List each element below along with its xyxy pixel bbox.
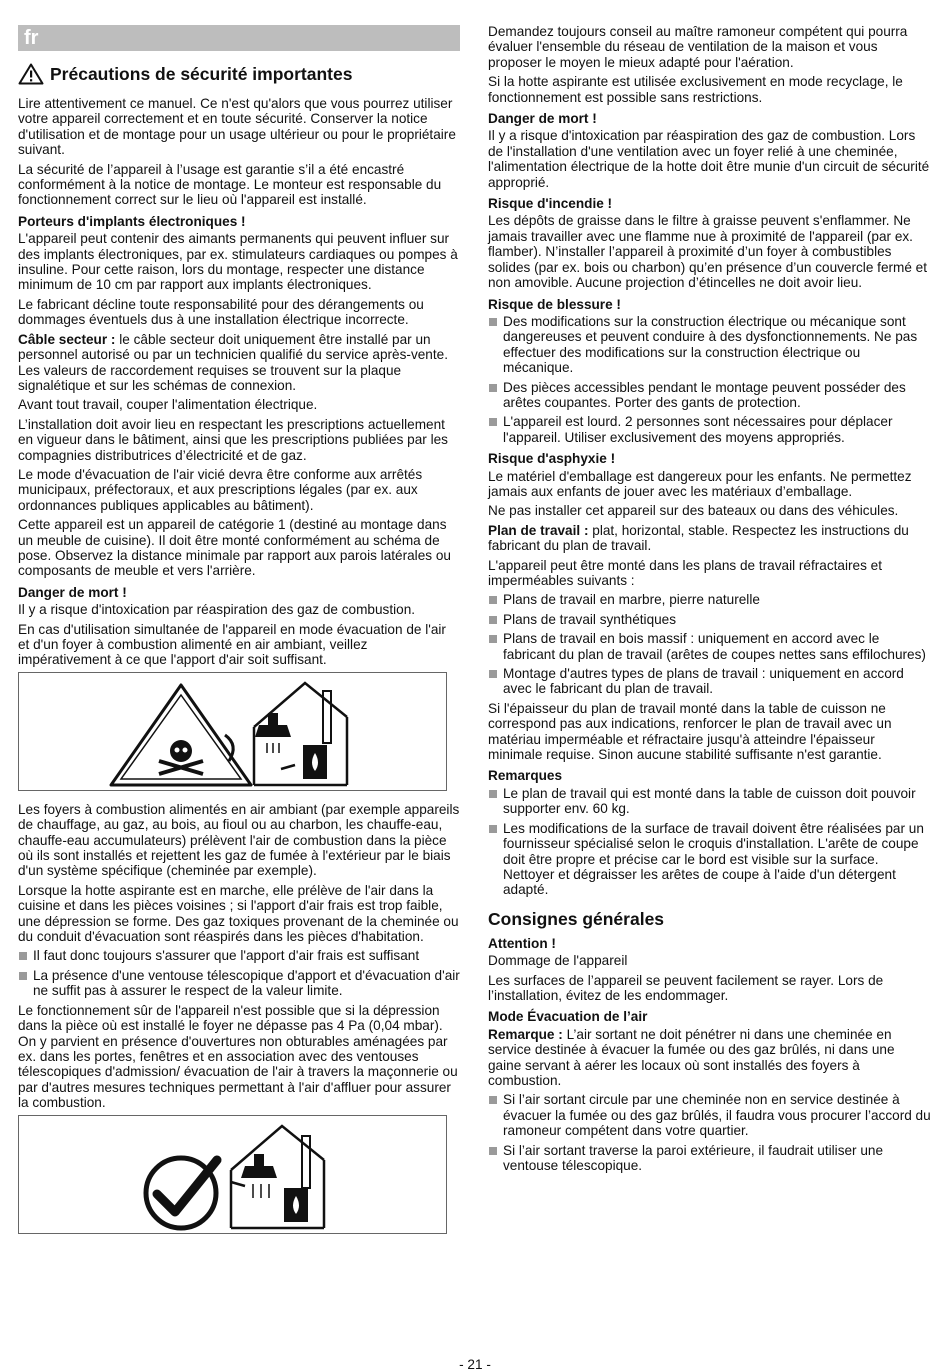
paragraph: Le mode d'évacuation de l'air vicié devra être conforme aux arrêtés municipaux, préfectoraux, et aux prescriptions légales (par ex. aux ordonnances publiques applicables au bâtiment). — [18, 466, 423, 513]
paragraph: Le fonctionnement sûr de l'appareil n'est possible que si la dépression dans la pièce où est installé le foyer ne dépasse pas 4 Pa (0,04 mbar). On y parvient en présence d'ouvertures non obturables aménagées par ex. dans les portes, fenêtres et en association avec des ventouses télescopiques d'admission/ évacuation de l'air à travers la maçonnerie ou par d'autres mesures techniques permettant à l'air d'affluer pour assurer la combustion. — [18, 1002, 458, 1111]
paragraph: Demandez toujours conseil au maître ramoneur compétent qui pourra évaluer l'ensemble du réseau de ventilation de la maison et vous proposer le moyen le mieux adapté pour l'aération. — [488, 24, 908, 70]
bullet-list-plans — [488, 592, 931, 696]
paragraph: La sécurité de l’appareil à l’usage est garantie s’il a été encastré conformément à la notice de montage. Le monteur est responsable du fonctionnement correct sur le lieu où l'appareil est installé. — [18, 161, 442, 208]
paragraph-cable — [18, 332, 461, 394]
list-item: Si l’air sortant traverse la paroi extérieure, il faudrait utiliser une ventouse télescopique. — [488, 1143, 931, 1174]
list-item: La présence d'une ventouse télescopique d'apport et d'évacuation d'air ne suffit pas à assurer le respect de la valeur limite. — [18, 968, 461, 999]
paragraph: Dommage de l'appareil — [488, 953, 628, 969]
list-item: Des pièces accessibles pendant le montage peuvent posséder des arêtes coupantes. Porter des gants de protection. — [488, 380, 931, 411]
subheading-mode: Mode Évacuation de l’air — [488, 1009, 648, 1025]
plan-text: plat, horizontal, stable. Respectez les instructions du fabricant du plan de travail. — [488, 522, 909, 554]
cable-label: Câble secteur : — [18, 331, 116, 347]
paragraph: L’installation doit avoir lieu en respectant les prescriptions actuellement en vigueur dans le bâtiment, ainsi que les prescriptions publiées par les compagnies distributrices d’électricité et de gaz. — [18, 416, 448, 463]
list-item: Les modifications de la surface de travail doivent être réalisées par un fournisseur spécialisé selon le croquis d'installation. L'arête de coupe doit être propre et précise car le bord est visible sur la surface. Nettoyer et dégraisser les arêtes de coupe à l'aide d'un détergent adapté. — [488, 821, 931, 898]
plan-label: Plan de travail : — [488, 522, 589, 538]
list-item: Si l’air sortant circule par une cheminée non en service destinée à évacuer la fumée ou des gaz brûlés, il faudra vous procurer l’accord du ramoneur compétent dans votre quartier. — [488, 1092, 931, 1138]
subheading-implants: Porteurs d'implants électroniques ! — [18, 213, 246, 229]
danger-diagram-illustration — [19, 673, 446, 790]
subheading-danger: Danger de mort ! — [18, 584, 127, 600]
section-title — [18, 63, 461, 85]
left-column — [18, 96, 461, 1245]
figure-ok — [18, 1115, 447, 1234]
list-item: Plans de travail en bois massif : uniquement en accord avec le fabricant du plan de travail (arêtes de coupes nettes sans effilochures) — [488, 631, 931, 662]
paragraph: Si la hotte aspirante est utilisée exclusivement en mode recyclage, le fonctionnement est possible sans restrictions. — [488, 74, 903, 105]
subheading-blessure: Risque de blessure ! — [488, 296, 621, 312]
list-item: Il faut donc toujours s'assurer que l'apport d'air frais est suffisant — [18, 948, 461, 963]
paragraph-remarque — [488, 1027, 931, 1089]
subheading-asphyxie: Risque d'asphyxie ! — [488, 451, 616, 467]
paragraph: Le matériel d'emballage est dangereux pour les enfants. Ne permettez jamais aux enfants de jouer avec les matériaux d’emballage. — [488, 468, 912, 499]
subheading-remarques: Remarques — [488, 768, 563, 784]
subheading-incendie: Risque d'incendie ! — [488, 196, 613, 212]
paragraph: Lorsque la hotte aspirante est en marche, elle prélève de l'air dans la cuisine et dans les pièces voisines ; si l'apport d'air frais est trop faible, une dépression se forme. Des gaz toxiques provenant de la cheminée ou du conduit d'évacuation sont réaspirés dans les pièces d'habitation. — [18, 882, 459, 945]
cable-text: le câble secteur doit uniquement être installé par un personnel autorisé ou par un technicien qualifié du service après-vente. Les valeurs de raccordement requises se trouvent sur la plaque signalétique et sur les schémas de connexion. — [18, 331, 448, 393]
paragraph: En cas d'utilisation simultanée de l'appareil en mode évacuation de l'air et d'un foyer à combustion alimenté en air ambiant, veillez impérativement à ce que l'apport d'air soit suffisant. — [18, 621, 446, 668]
paragraph: Cette appareil est un appareil de catégorie 1 (destiné au montage dans un meuble de cuisine). Il doit être monté conformément au schéma de pose. Observez la distance minimale par rapport aux parois latérales ou composants de meuble et vers l'arrière. — [18, 517, 451, 579]
paragraph: Il y a risque d'intoxication par réaspiration des gaz de combustion. — [18, 602, 416, 618]
language-tab: fr — [18, 25, 460, 51]
section-heading-consignes: Consignes générales — [488, 908, 665, 929]
right-column — [488, 24, 931, 1177]
remarque-text: L’air sortant ne doit pénétrer ni dans une cheminée en service destinée à évacuer la fumée ou des gaz brûlés, ni dans une gaine servant à aérer les locaux où sont installés des foyers à combustion. — [488, 1026, 895, 1088]
paragraph: Les surfaces de l’appareil se peuvent facilement se rayer. Lors de l’installation, évitez de les endommager. — [488, 972, 884, 1003]
list-item: L'appareil est lourd. 2 personnes sont nécessaires pour déplacer l'appareil. Utiliser exclusivement des moyens appropriés. — [488, 414, 931, 445]
list-item: Le plan de travail qui est monté dans la table de cuisson doit pouvoir supporter env. 60 kg. — [488, 786, 931, 817]
paragraph-plan — [488, 523, 931, 554]
paragraph: Les foyers à combustion alimentés en air ambiant (par exemple appareils de chauffage, au gaz, au bois, au fioul ou au charbon, les chauffe-eau, chauffe-eau accumulateurs) prélèvent l'air de combustion dans la pièce où ils sont installés et rejettent les gaz de fumée à l'extérieur par le biais d'un système spécifique (cheminée par exemple). — [18, 801, 460, 879]
figure-danger — [18, 672, 447, 791]
warning-icon — [18, 63, 44, 85]
remarque-label: Remarque : — [488, 1026, 563, 1042]
paragraph: Lire attentivement ce manuel. Ce n'est qu'alors que vous pourrez utiliser votre appareil correctement et en toute sécurité. Conserver la notice d'utilisation et de montage pour un usage ultérieur ou pour le propriétaire suivant. — [18, 96, 456, 158]
bullet-list-remarques — [488, 786, 931, 898]
paragraph: Si l'épaisseur du plan de travail monté dans la table de cuisson ne correspond pas aux indications, renforcer le plan de travail avec un matériau imperméable et réfractaire jusqu'à atteindre l'épaisseur minimale requise. Sinon aucune stabilité suffisante n'est garantie. — [488, 700, 892, 763]
paragraph: Ne pas installer cet appareil sur des bateaux ou dans des véhicules. — [488, 503, 899, 519]
ok-diagram-illustration — [19, 1116, 446, 1233]
subheading-attention: Attention ! — [488, 935, 556, 951]
bullet-list-blessure — [488, 314, 931, 445]
list-item: Des modifications sur la construction électrique ou mécanique sont dangereuses et peuvent conduire à des dysfonctionnements. Ne pas effectuer des modifications sur la construction électrique ou mécanique. — [488, 314, 931, 376]
list-item: Montage d'autres types de plans de travail : uniquement en accord avec le fabricant du plan de travail. — [488, 666, 931, 697]
bullet-list-mode — [488, 1092, 931, 1173]
paragraph: L'appareil peut contenir des aimants permanents qui peuvent influer sur des implants électroniques, par ex. stimulateurs cardiaques ou pompes à insuline. Pour cette raison, lors du montage, respecter une distance minimum de 10 cm par rapport aux implants électroniques. — [18, 231, 458, 293]
subheading-danger: Danger de mort ! — [488, 111, 597, 127]
list-item: Plans de travail synthétiques — [488, 612, 931, 627]
paragraph: Les dépôts de graisse dans le filtre à graisse peuvent s'enflammer. Ne jamais travailler avec une flamme nue à proximité de l'appareil (par ex. flamber). N’installer l’appareil à proximité d’un foyer à combustibles solides (par ex. bois ou charbon) qu’en présence d’un couvercle fermé et non amovible. Aucune projection d’étincelles ne doit avoir lieu. — [488, 213, 928, 291]
list-item: Plans de travail en marbre, pierre naturelle — [488, 592, 931, 607]
paragraph: Il y a risque d'intoxication par réaspiration des gaz de combustion. Lors de l'installation d'une ventilation avec un foyer relié à une cheminée, l'alimentation électrique de la hotte doit être munie d'un circuit de sécurité approprié. — [488, 128, 930, 190]
paragraph: Avant tout travail, couper l'alimentation électrique. — [18, 397, 318, 413]
bullet-list — [18, 948, 461, 998]
page-number: - 21 - — [459, 1357, 491, 1372]
paragraph: L'appareil peut être monté dans les plans de travail réfractaires et imperméables suivants : — [488, 557, 883, 588]
section-title-text: Précautions de sécurité importantes — [50, 64, 353, 84]
paragraph: Le fabricant décline toute responsabilité pour des dérangements ou dommages éventuels dus à une installation électrique incorrecte. — [18, 296, 424, 328]
